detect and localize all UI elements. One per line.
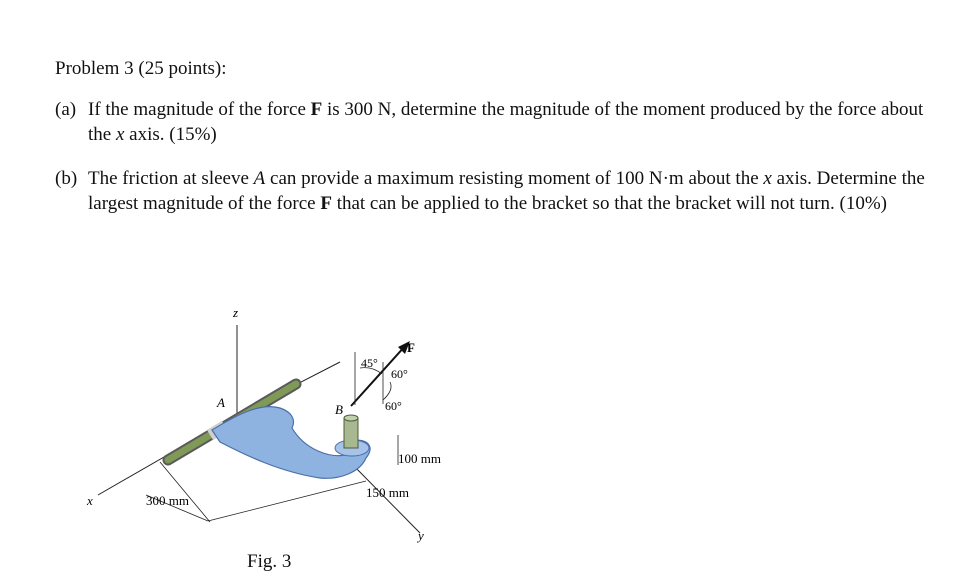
point-b-label: B [335,402,343,417]
figure-caption: Fig. 3 [247,551,292,572]
angle-45-label: 45° [361,356,378,370]
angle-arc-60 [383,382,391,400]
dim-150-baseline [208,481,366,521]
axis-symbol: x [115,124,125,145]
sleeve-symbol: A [253,168,266,189]
axis-symbol: x [763,168,772,189]
x-axis-label: x [87,493,93,508]
part-a-text [88,97,948,147]
force-label: F [407,340,415,355]
part-b-text-2: can provide a maximum resisting moment of 100 N·m about the [265,168,764,189]
part-a-text-1: If the magnitude of the force [88,99,311,120]
dim-300-extension [160,462,210,522]
post-b [344,418,358,448]
part-b-text [88,166,948,216]
point-a-label: A [217,395,225,410]
dim-150-label: 150 mm [366,485,409,500]
y-axis-label: y [418,528,424,543]
dim-300-label: 300 mm [146,493,189,508]
angle-60-bottom-label: 60° [385,399,402,413]
part-a-text-3: axis. (15%) [124,124,217,145]
force-symbol: F [310,99,323,120]
angle-60-top-label: 60° [391,367,408,381]
bracket-figure [60,290,480,575]
part-b-text-4: that can be applied to the bracket so that the bracket will not turn. (10%) [331,193,887,214]
part-b-text-3: axis. Determine the largest magnitude of the force [88,168,925,214]
part-a-text-2: is 300 N, determine the magnitude of the moment produced by the force about the [88,99,924,145]
part-a-label: (a) [55,99,77,120]
bracket-diagram [60,290,480,575]
force-symbol: F [320,193,332,214]
problem-title: Problem 3 (25 points): [55,58,227,79]
post-b-top [344,415,358,421]
part-b-label: (b) [55,168,78,189]
part-b-text-1: The friction at sleeve [88,168,254,189]
z-axis-label: z [233,305,239,320]
dim-100-label: 100 mm [398,451,441,466]
